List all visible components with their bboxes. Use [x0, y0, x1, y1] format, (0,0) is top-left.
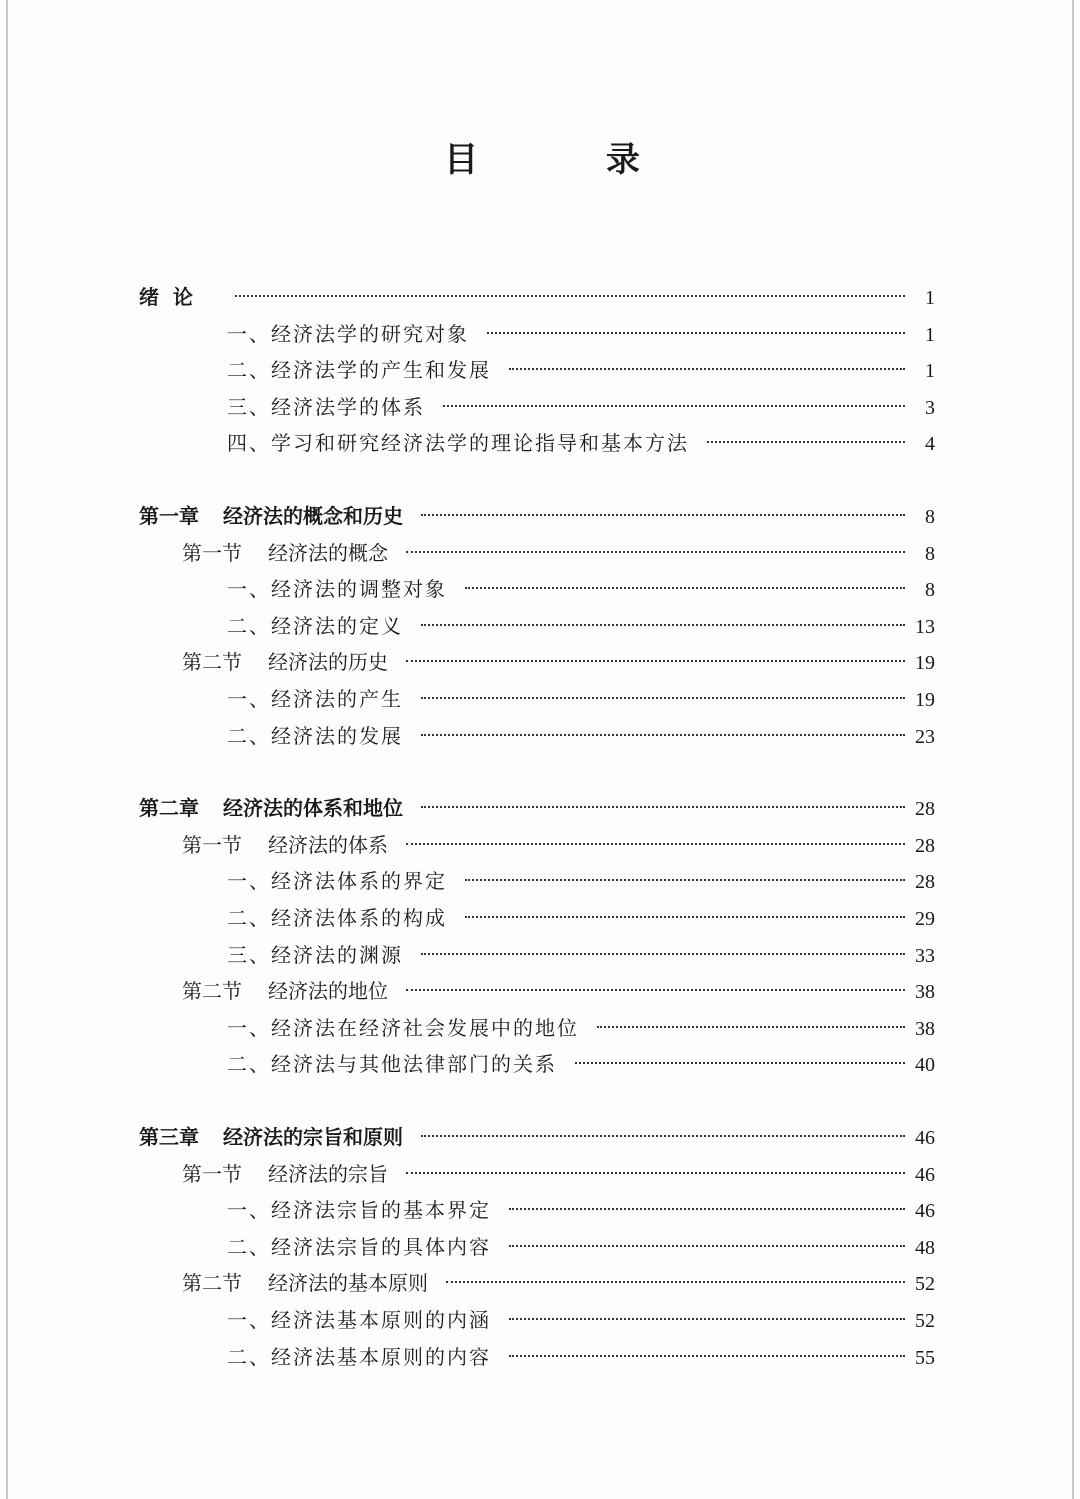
toc-entry-title: 二、经济法的定义: [227, 613, 403, 638]
toc-entry-title: 经济法的宗旨和原则: [223, 1125, 403, 1149]
toc-entry-section: [182, 644, 935, 680]
toc-entry-title: 二、经济法体系的构成: [227, 906, 447, 930]
toc-entry-title: 一、经济法在经济社会发展中的地位: [227, 1015, 579, 1040]
toc-entry-item: [227, 1229, 935, 1265]
toc-page-number: 38: [915, 981, 935, 1004]
toc-entry-item: [227, 1010, 935, 1046]
dot-leader: [421, 953, 905, 955]
toc-entry-chapter: [139, 1119, 935, 1155]
toc-entry-title: 一、经济法的产生: [227, 687, 403, 711]
toc-entry-chapter: [139, 279, 935, 315]
toc-entry-number: 第二节: [182, 650, 242, 675]
toc-entry-section: [182, 827, 935, 863]
document-page: [6, 0, 1074, 1499]
dot-leader: [509, 1245, 905, 1247]
toc-entry-title: 二、经济法的发展: [227, 723, 403, 748]
toc-page-number: 8: [925, 542, 935, 565]
toc-entry-item: [227, 425, 935, 461]
toc-page-number: 8: [925, 579, 935, 602]
dot-leader: [421, 806, 905, 808]
toc-entry-title: 二、经济法学的产生和发展: [227, 358, 491, 383]
toc-entry-chapter: [139, 790, 935, 826]
toc-entry-number: 第二节: [182, 1271, 242, 1296]
toc-entry-section: [182, 973, 935, 1009]
toc-entry-title: 四、学习和研究经济法学的理论指导和基本方法: [227, 431, 689, 456]
dot-leader: [421, 1135, 905, 1137]
toc-page-number: 29: [915, 908, 935, 930]
toc-entry-title: 经济法的概念和历史: [223, 504, 403, 528]
toc-page-number: 1: [925, 323, 935, 346]
toc-page-number: 28: [915, 871, 935, 894]
toc-entry-item: [227, 1046, 935, 1082]
toc-entry-item: [227, 1339, 935, 1375]
dot-leader: [406, 843, 905, 845]
dot-leader: [707, 441, 905, 443]
toc-entry-title: 经济法的基本原则: [268, 1271, 428, 1296]
toc-entry-number: 第二节: [182, 979, 242, 1004]
toc-entry-item: [227, 571, 935, 607]
toc-entry-title: 经济法的历史: [268, 650, 388, 675]
toc-entry-title: 一、经济法宗旨的基本界定: [227, 1198, 491, 1223]
dot-leader: [421, 697, 905, 699]
dot-leader: [421, 514, 905, 516]
toc-entry-number: 第一节: [182, 540, 242, 565]
toc-page-number: 28: [915, 834, 935, 857]
toc-entry-title: 经济法的体系和地位: [223, 796, 403, 821]
toc-page-number: 55: [915, 1346, 935, 1369]
dot-leader: [421, 734, 905, 736]
toc-entry-title: 一、经济法基本原则的内涵: [227, 1308, 491, 1332]
toc-entry-title: 经济法的地位: [268, 979, 388, 1004]
toc-page-number: 46: [915, 1200, 935, 1223]
dot-leader: [465, 587, 905, 589]
dot-leader: [443, 405, 905, 407]
toc-entry-title: 一、经济法的调整对象: [227, 577, 447, 602]
toc-page-number: 19: [915, 652, 935, 675]
dot-leader: [406, 551, 905, 553]
dot-leader: [509, 1208, 905, 1210]
toc-page-number: 33: [915, 944, 935, 967]
toc-entry-title: 二、经济法与其他法律部门的关系: [227, 1052, 557, 1077]
toc-entry-item: [227, 316, 935, 352]
dot-leader: [487, 332, 905, 334]
toc-page-number: 3: [925, 396, 935, 419]
dot-leader: [509, 368, 905, 370]
toc-entry-item: [227, 681, 935, 717]
dot-leader: [465, 916, 905, 918]
dot-leader: [509, 1318, 905, 1320]
toc-entry-item: [227, 1302, 935, 1338]
toc-entry-title: 一、经济法学的研究对象: [227, 321, 469, 346]
toc-entry-title: 二、经济法宗旨的具体内容: [227, 1234, 491, 1259]
dot-leader: [465, 879, 905, 881]
toc-page-number: 52: [915, 1310, 935, 1332]
dot-leader: [446, 1281, 905, 1283]
toc-entry-chapter: [139, 498, 935, 534]
toc-entry-item: [227, 863, 935, 899]
toc-entry-title: 经济法的宗旨: [268, 1161, 388, 1186]
toc-page-number: 1: [925, 360, 935, 383]
toc-page-number: 4: [925, 433, 935, 456]
toc-page-number: 19: [915, 689, 935, 711]
toc-entry-title: 三、经济法学的体系: [227, 394, 425, 419]
toc-entry-number: 第一节: [182, 832, 242, 857]
toc-entry-item: [227, 937, 935, 973]
toc-page-number: 38: [915, 1017, 935, 1040]
dot-leader: [575, 1062, 905, 1064]
dot-leader: [509, 1355, 905, 1357]
toc-page-number: 13: [915, 615, 935, 638]
toc-entry-title: 二、经济法基本原则的内容: [227, 1344, 491, 1369]
dot-leader: [406, 989, 905, 991]
toc-page-number: 28: [915, 798, 935, 821]
toc-page-number: 8: [925, 506, 935, 528]
toc-entry-number: 绪 论: [139, 285, 193, 309]
toc-entry-item: [227, 1192, 935, 1228]
dot-leader: [235, 295, 905, 297]
dot-leader: [406, 660, 905, 662]
toc-entry-title: 三、经济法的渊源: [227, 942, 403, 967]
page-title: 目 录: [444, 140, 698, 180]
toc-entry-title: 经济法的体系: [268, 832, 388, 857]
toc-page-number: 52: [915, 1273, 935, 1296]
toc-entry-number: 第三章: [139, 1125, 199, 1149]
toc-entry-item: [227, 608, 935, 644]
toc-entry-number: 第二章: [139, 796, 199, 821]
toc-page-number: 23: [915, 725, 935, 748]
toc-entry-item: [227, 718, 935, 754]
dot-leader: [421, 624, 905, 626]
toc-page-number: 46: [915, 1127, 935, 1149]
toc-entry-item: [227, 389, 935, 425]
dot-leader: [597, 1026, 905, 1028]
toc-entry-number: 第一节: [182, 1161, 242, 1186]
toc-entry-section: [182, 535, 935, 571]
toc-entry-title: 一、经济法体系的界定: [227, 869, 447, 894]
toc-page-number: 48: [915, 1236, 935, 1259]
toc-page-number: 40: [915, 1054, 935, 1077]
toc-entry-item: [227, 900, 935, 936]
toc-entry-title: 经济法的概念: [268, 540, 388, 565]
toc-entry-section: [182, 1156, 935, 1192]
dot-leader: [406, 1172, 905, 1174]
toc-page-number: 46: [915, 1163, 935, 1186]
toc-entry-item: [227, 352, 935, 388]
toc-entry-section: [182, 1265, 935, 1301]
toc-entry-number: 第一章: [139, 504, 199, 528]
toc-page-number: 1: [925, 287, 935, 309]
